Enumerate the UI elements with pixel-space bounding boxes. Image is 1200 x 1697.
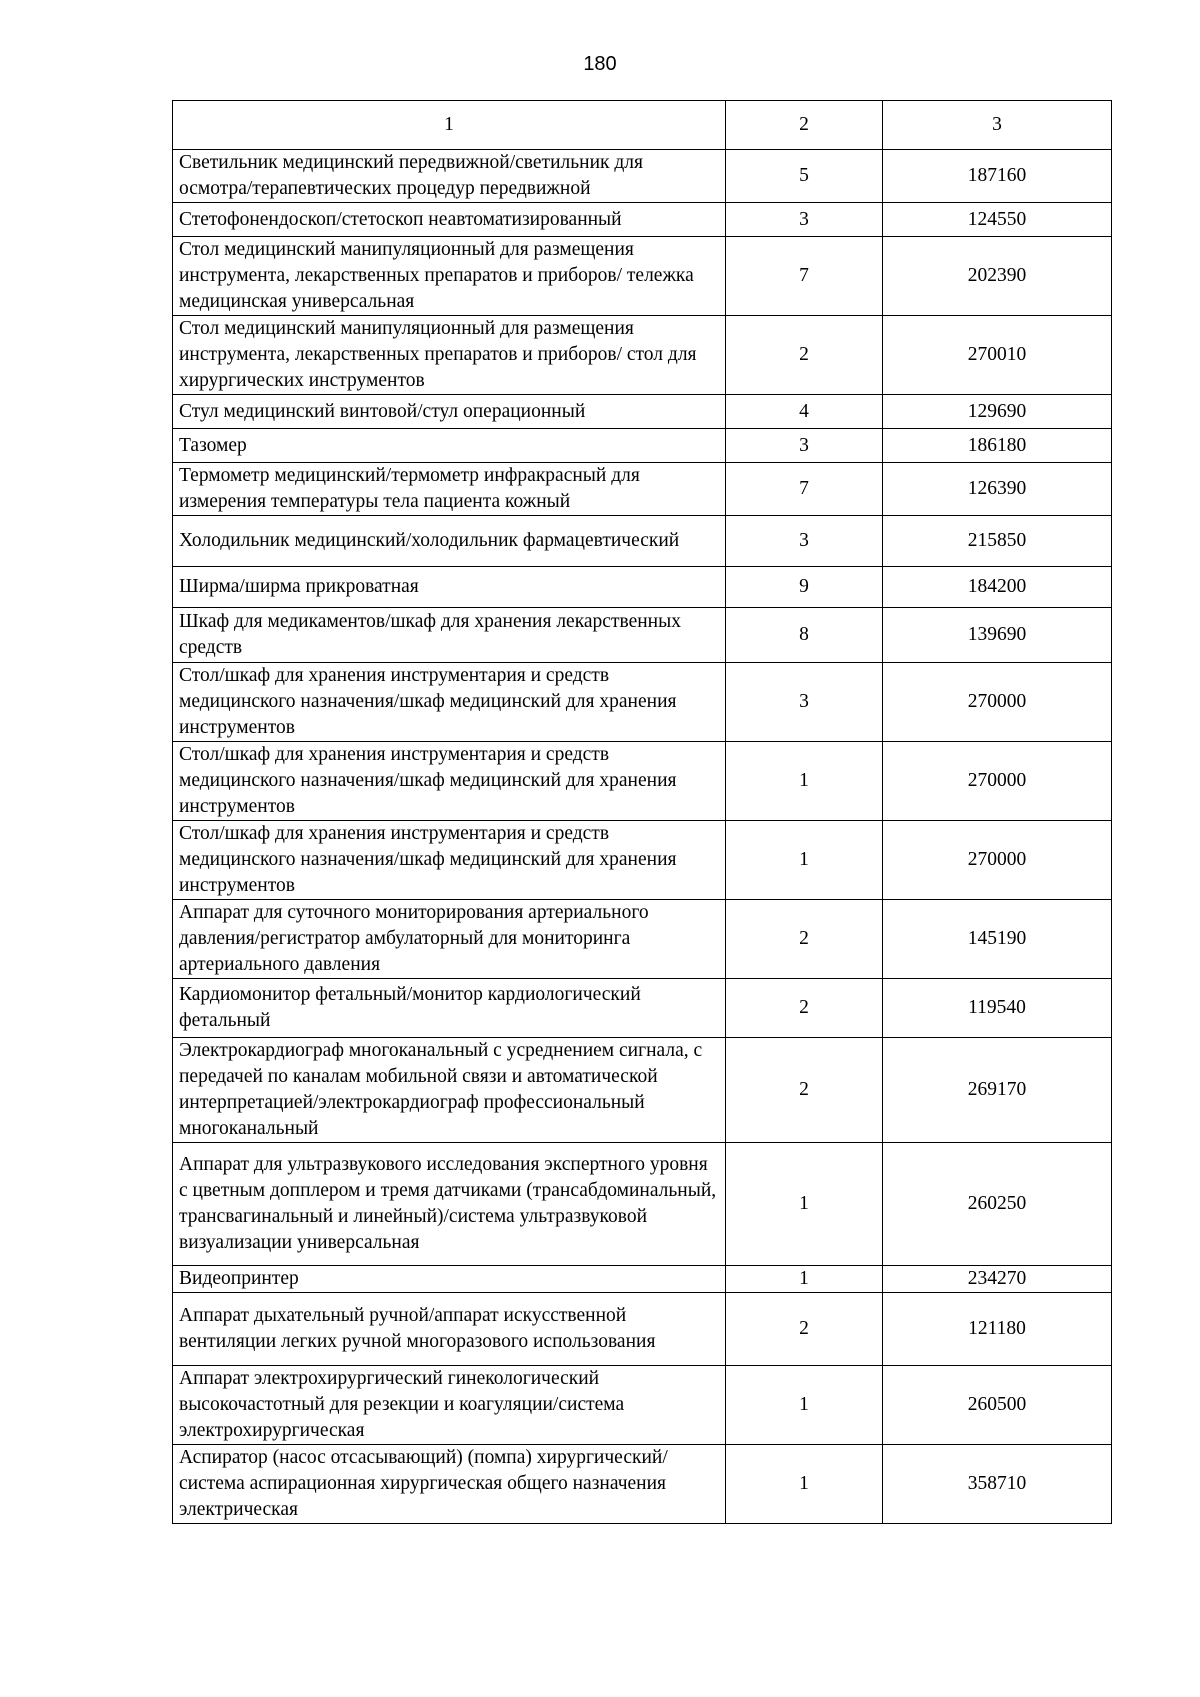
- table-row: [173, 1143, 1112, 1266]
- price-cell: 145190: [883, 900, 1112, 979]
- table-row: [173, 1266, 1112, 1293]
- equipment-name-cell: Аппарат дыхательный ручной/аппарат искусственной вентиляции легких ручной многоразового использования: [173, 1293, 726, 1366]
- equipment-name-cell: Электрокардиограф многоканальный с усреднением сигнала, с передачей по каналам мобильной связи и автоматической интерпретацией/электрокардиограф профессиональный многоканальный: [173, 1038, 726, 1143]
- price-cell: 215850: [883, 516, 1112, 567]
- price-cell: 121180: [883, 1293, 1112, 1366]
- quantity-cell: 1: [726, 1366, 883, 1445]
- price-cell: 260250: [883, 1143, 1112, 1266]
- equipment-name-cell: Стол/шкаф для хранения инструментария и средств медицинского назначения/шкаф медицинский для хранения инструментов: [173, 742, 726, 821]
- price-cell: 234270: [883, 1266, 1112, 1293]
- table-row: [173, 395, 1112, 429]
- price-cell: 270000: [883, 742, 1112, 821]
- column-header-2: 2: [726, 101, 883, 150]
- quantity-cell: 2: [726, 900, 883, 979]
- table-row: [173, 1038, 1112, 1143]
- table-row: [173, 316, 1112, 395]
- quantity-cell: 7: [726, 237, 883, 316]
- price-cell: 186180: [883, 429, 1112, 463]
- quantity-cell: 8: [726, 608, 883, 663]
- column-header-1: 1: [173, 101, 726, 150]
- table-row: [173, 821, 1112, 900]
- equipment-name-cell: Аппарат электрохирургический гинекологический высокочастотный для резекции и коагуляции/система электрохирургическая: [173, 1366, 726, 1445]
- price-cell: 202390: [883, 237, 1112, 316]
- equipment-name-cell: Аспиратор (насос отсасывающий) (помпа) хирургический/система аспирационная хирургическая общего назначения электрическая: [173, 1445, 726, 1524]
- table-row: [173, 1445, 1112, 1524]
- quantity-cell: 4: [726, 395, 883, 429]
- price-cell: 126390: [883, 463, 1112, 516]
- price-cell: 358710: [883, 1445, 1112, 1524]
- price-cell: 260500: [883, 1366, 1112, 1445]
- price-cell: 184200: [883, 567, 1112, 608]
- equipment-name-cell: Стол/шкаф для хранения инструментария и средств медицинского назначения/шкаф медицинский для хранения инструментов: [173, 663, 726, 742]
- table-row: [173, 429, 1112, 463]
- equipment-name-cell: Шкаф для медикаментов/шкаф для хранения лекарственных средств: [173, 608, 726, 663]
- table-row: [173, 463, 1112, 516]
- equipment-name-cell: Аппарат для ультразвукового исследования экспертного уровня с цветным допплером и тремя датчиками (трансабдоминальный, трансвагинальный и линейный)/система ультразвуковой визуализации универсальная: [173, 1143, 726, 1266]
- equipment-name-cell: Холодильник медицинский/холодильник фармацевтический: [173, 516, 726, 567]
- quantity-cell: 1: [726, 1143, 883, 1266]
- quantity-cell: 1: [726, 1445, 883, 1524]
- table-row: [173, 203, 1112, 237]
- quantity-cell: 2: [726, 1038, 883, 1143]
- table-row: [173, 516, 1112, 567]
- equipment-name-cell: Тазомер: [173, 429, 726, 463]
- price-cell: 139690: [883, 608, 1112, 663]
- equipment-table: [172, 100, 1112, 1524]
- table-row: [173, 567, 1112, 608]
- equipment-name-cell: Кардиомонитор фетальный/монитор кардиологический фетальный: [173, 979, 726, 1038]
- quantity-cell: 3: [726, 663, 883, 742]
- table-row: [173, 979, 1112, 1038]
- equipment-name-cell: Ширма/ширма прикроватная: [173, 567, 726, 608]
- quantity-cell: 2: [726, 1293, 883, 1366]
- equipment-name-cell: Термометр медицинский/термометр инфракрасный для измерения температуры тела пациента кожный: [173, 463, 726, 516]
- quantity-cell: 1: [726, 1266, 883, 1293]
- table-row: [173, 1366, 1112, 1445]
- price-cell: 187160: [883, 150, 1112, 203]
- equipment-name-cell: Стетофонендоскоп/стетоскоп неавтоматизированный: [173, 203, 726, 237]
- quantity-cell: 1: [726, 821, 883, 900]
- equipment-name-cell: Аппарат для суточного мониторирования артериального давления/регистратор амбулаторный для мониторинга артериального давления: [173, 900, 726, 979]
- table-row: [173, 663, 1112, 742]
- table-row: [173, 900, 1112, 979]
- column-header-3: 3: [883, 101, 1112, 150]
- equipment-name-cell: Стол медицинский манипуляционный для размещения инструмента, лекарственных препаратов и приборов/ тележка медицинская универсальная: [173, 237, 726, 316]
- price-cell: 124550: [883, 203, 1112, 237]
- price-cell: 270000: [883, 821, 1112, 900]
- quantity-cell: 2: [726, 979, 883, 1038]
- table-row: [173, 742, 1112, 821]
- quantity-cell: 7: [726, 463, 883, 516]
- quantity-cell: 2: [726, 316, 883, 395]
- equipment-name-cell: Стол/шкаф для хранения инструментария и средств медицинского назначения/шкаф медицинский для хранения инструментов: [173, 821, 726, 900]
- quantity-cell: 5: [726, 150, 883, 203]
- table-row: [173, 608, 1112, 663]
- table-row: [173, 1293, 1112, 1366]
- quantity-cell: 3: [726, 429, 883, 463]
- quantity-cell: 1: [726, 742, 883, 821]
- price-cell: 129690: [883, 395, 1112, 429]
- table-header-row: [173, 101, 1112, 150]
- price-cell: 269170: [883, 1038, 1112, 1143]
- equipment-name-cell: Светильник медицинский передвижной/светильник для осмотра/терапевтических процедур передвижной: [173, 150, 726, 203]
- price-cell: 270010: [883, 316, 1112, 395]
- equipment-name-cell: Видеопринтер: [173, 1266, 726, 1293]
- table-row: [173, 237, 1112, 316]
- price-cell: 119540: [883, 979, 1112, 1038]
- quantity-cell: 3: [726, 203, 883, 237]
- table-row: [173, 150, 1112, 203]
- table-body: [173, 150, 1112, 1524]
- price-cell: 270000: [883, 663, 1112, 742]
- quantity-cell: 9: [726, 567, 883, 608]
- page-number: 180: [583, 53, 617, 75]
- equipment-name-cell: Стул медицинский винтовой/стул операционный: [173, 395, 726, 429]
- equipment-name-cell: Стол медицинский манипуляционный для размещения инструмента, лекарственных препаратов и приборов/ стол для хирургических инструментов: [173, 316, 726, 395]
- quantity-cell: 3: [726, 516, 883, 567]
